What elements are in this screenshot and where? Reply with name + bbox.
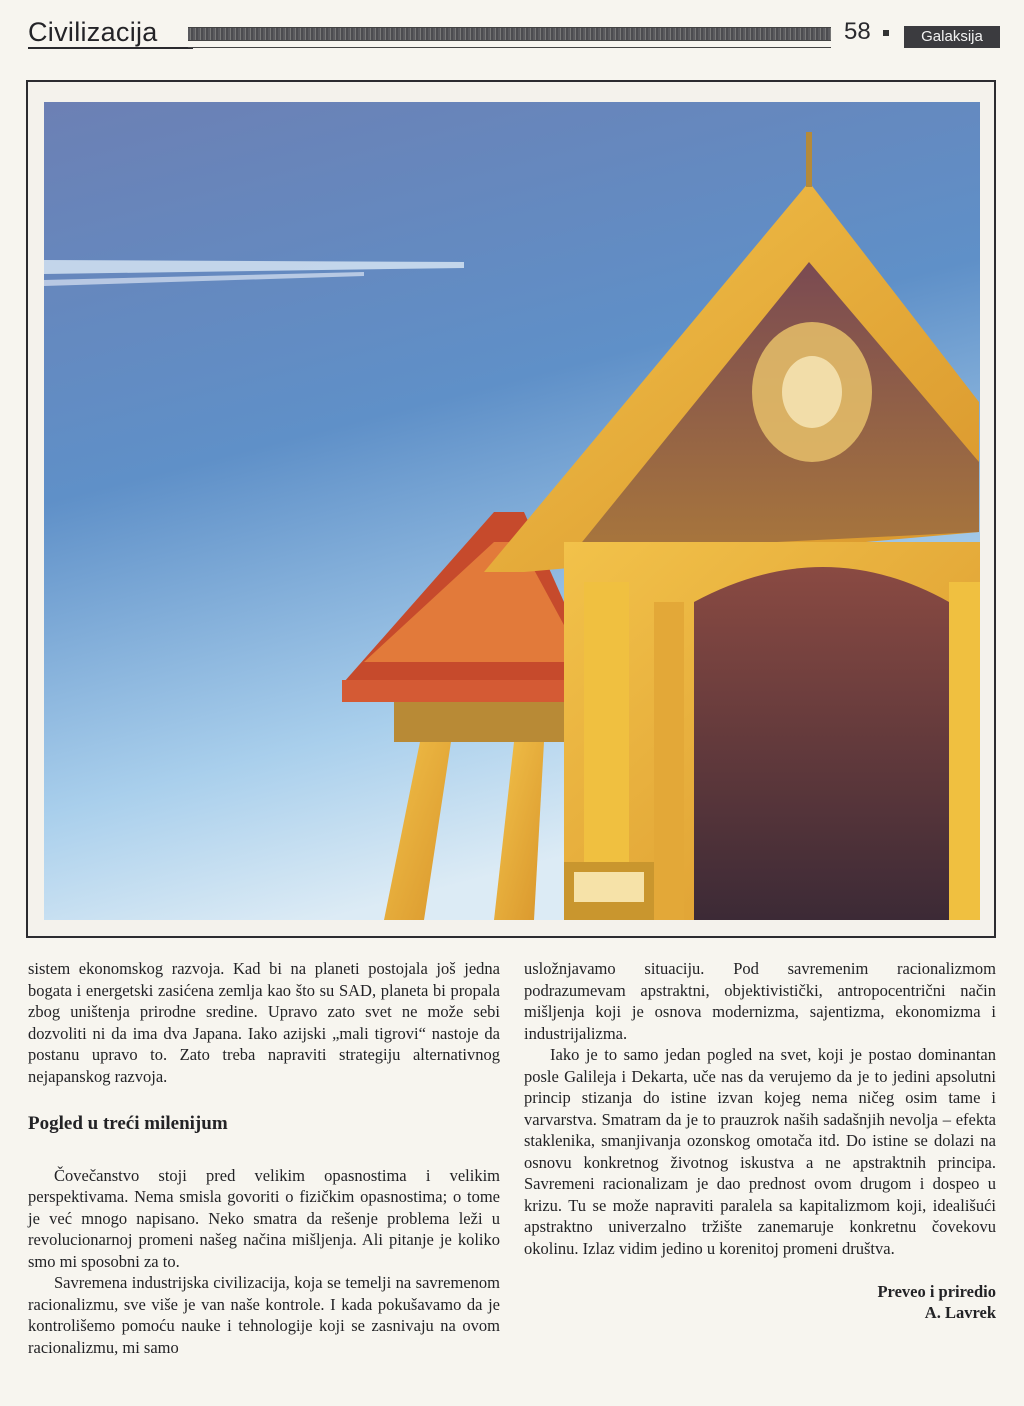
author-name: A. Lavrek [924,1303,996,1322]
temple-photo-icon [44,102,980,920]
section-title: Civilizacija [28,17,158,47]
page-header [28,14,1000,50]
subheading: Pogled u treći milenijum [28,1113,228,1134]
paragraph: sistem ekonomskog razvoja. Kad bi na planeti postojala još jedna bogata i energetski zasićena zemlja kao što su SAD, planeta bi propala zbog uništenja prirodne sredine. Upravo zato svet ne može sebi dozvoliti ni da ima dva Japana. Iako azijski „mali tigrovi“ nastoje da postanu upravo to. Zato treba napraviti strategiju alternativnog nejapanskog razvoja. [28,959,500,1086]
article-column-right [524,958,996,1323]
temple-photo-frame [26,80,996,938]
credit-line: Preveo i priredio [877,1282,996,1301]
paragraph: Čovečanstvo stoji pred velikim opasnostima i velikim perspektivama. Nema smisla govoriti o fizičkim opasnostima; o tome je već mnogo napisano. Neko smatra da rešenje problema leži u revolucionarnoj promeni našeg načina mišljenja. Ali pitanje je koliko smo mi sposobni za to. [28,1165,500,1271]
article-column-left [28,958,500,1358]
page-number: 58 [844,18,871,45]
author-credit [524,1281,996,1323]
square-bullet-icon [883,30,889,36]
section-underline [28,47,193,49]
header-rule [188,47,831,48]
paragraph: Savremena industrijska civilizacija, koja se temelji na savremenom racionalizmu, sve više je van naše kontrole. I kada pokušavamo da je kontrolišemo pomoću nauke i tehnologije koji se zasnivaju na ovom racionalizmu, mi samo [28,1273,500,1357]
header-decorative-bar [188,27,831,41]
paragraph: usložnjavamo situaciju. Pod savremenim racionalizmom podrazumevam apstraktni, objektivistički, antropocentrični način mišljenja koji je osnova modernizma, sajentizma, ekonomizma i industrijalizma. [524,959,996,1043]
magazine-badge: Galaksija [904,26,1000,48]
paragraph: Iako je to samo jedan pogled na svet, koji je postao dominantan posle Galileja i Dekarta, uče nas da verujemo da je to jedini apsolutni princip stizanja do istine izvan kojeg nema ničeg osim tame i varvarstva. Smatram da je to prauzrok naših sadašnjih nevolja – efekta staklenika, smanjivanja ozonskog omotača itd. Do istine se dolazi na osnovu konkretnog životnog iskustva a ne apstraktnih principa. Savremeni racionalizam je dao prednost ovom drugom i dospeo u krizu. Tu se može napraviti paralela sa kapitalizmom koji, ideališući apstraktno univerzalno tržište zanemaruje konkretnu čovekovu okolinu. Izlaz vidim jedino u korenitoj promeni društva. [524,1045,996,1258]
